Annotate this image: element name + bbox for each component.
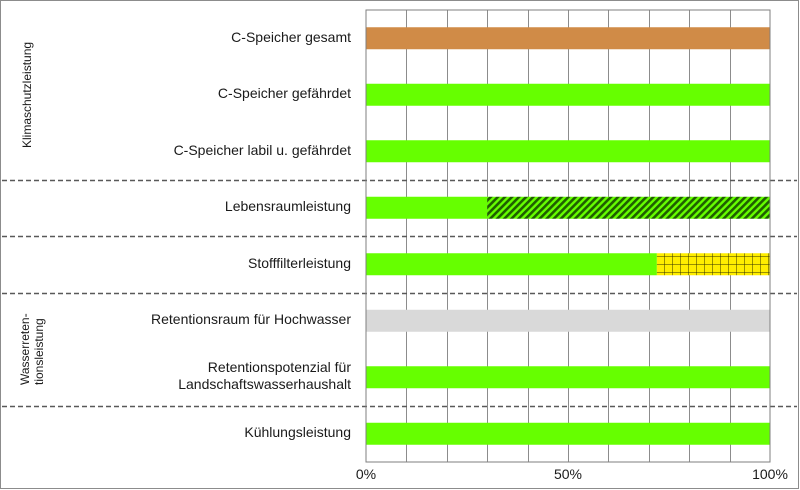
category-label-line: Stofffilterleistung — [248, 254, 351, 271]
category-label — [151, 311, 351, 328]
group-label — [20, 42, 34, 148]
category-label-line: C-Speicher gesamt — [231, 28, 351, 45]
bar-segment — [366, 366, 770, 388]
category-label — [231, 29, 351, 46]
category-label — [244, 424, 351, 441]
group-label-line: Wasserreten- — [18, 313, 32, 385]
bar-segment — [366, 253, 657, 275]
bar-segment — [366, 423, 770, 445]
category-label — [174, 142, 351, 159]
category-label — [218, 85, 351, 102]
category-label-line: Lebensraumleistung — [224, 198, 351, 215]
group-label-line: Klimaschutzleistung — [20, 41, 34, 148]
bar-segment — [487, 197, 770, 219]
x-tick-label: 50% — [553, 466, 583, 482]
bar-segment — [657, 253, 770, 275]
group-label-line: tionsleistung — [32, 318, 46, 385]
x-tick-label: 100% — [752, 466, 788, 482]
bar-segment — [366, 197, 487, 219]
category-label-line: C-Speicher labil u. gefährdet — [173, 141, 351, 158]
category-label — [178, 359, 351, 393]
category-label-line: Retentionspotenzial für — [207, 359, 351, 376]
bar-segment — [366, 27, 770, 49]
category-label-line: Kühlungsleistung — [244, 424, 351, 441]
group-label — [18, 313, 46, 385]
bar-segment — [366, 310, 770, 332]
category-label-line: C-Speicher gefährdet — [217, 85, 351, 102]
category-label — [225, 198, 351, 215]
x-tick-label: 0% — [355, 466, 377, 482]
category-label-line: Retentionsraum für Hochwasser — [151, 311, 351, 328]
grid-lines — [407, 10, 731, 462]
bar-segment — [366, 84, 770, 106]
bar-segment — [366, 140, 770, 162]
category-label — [248, 255, 351, 272]
category-label-line: Landschaftswasserhaushalt — [178, 376, 351, 393]
